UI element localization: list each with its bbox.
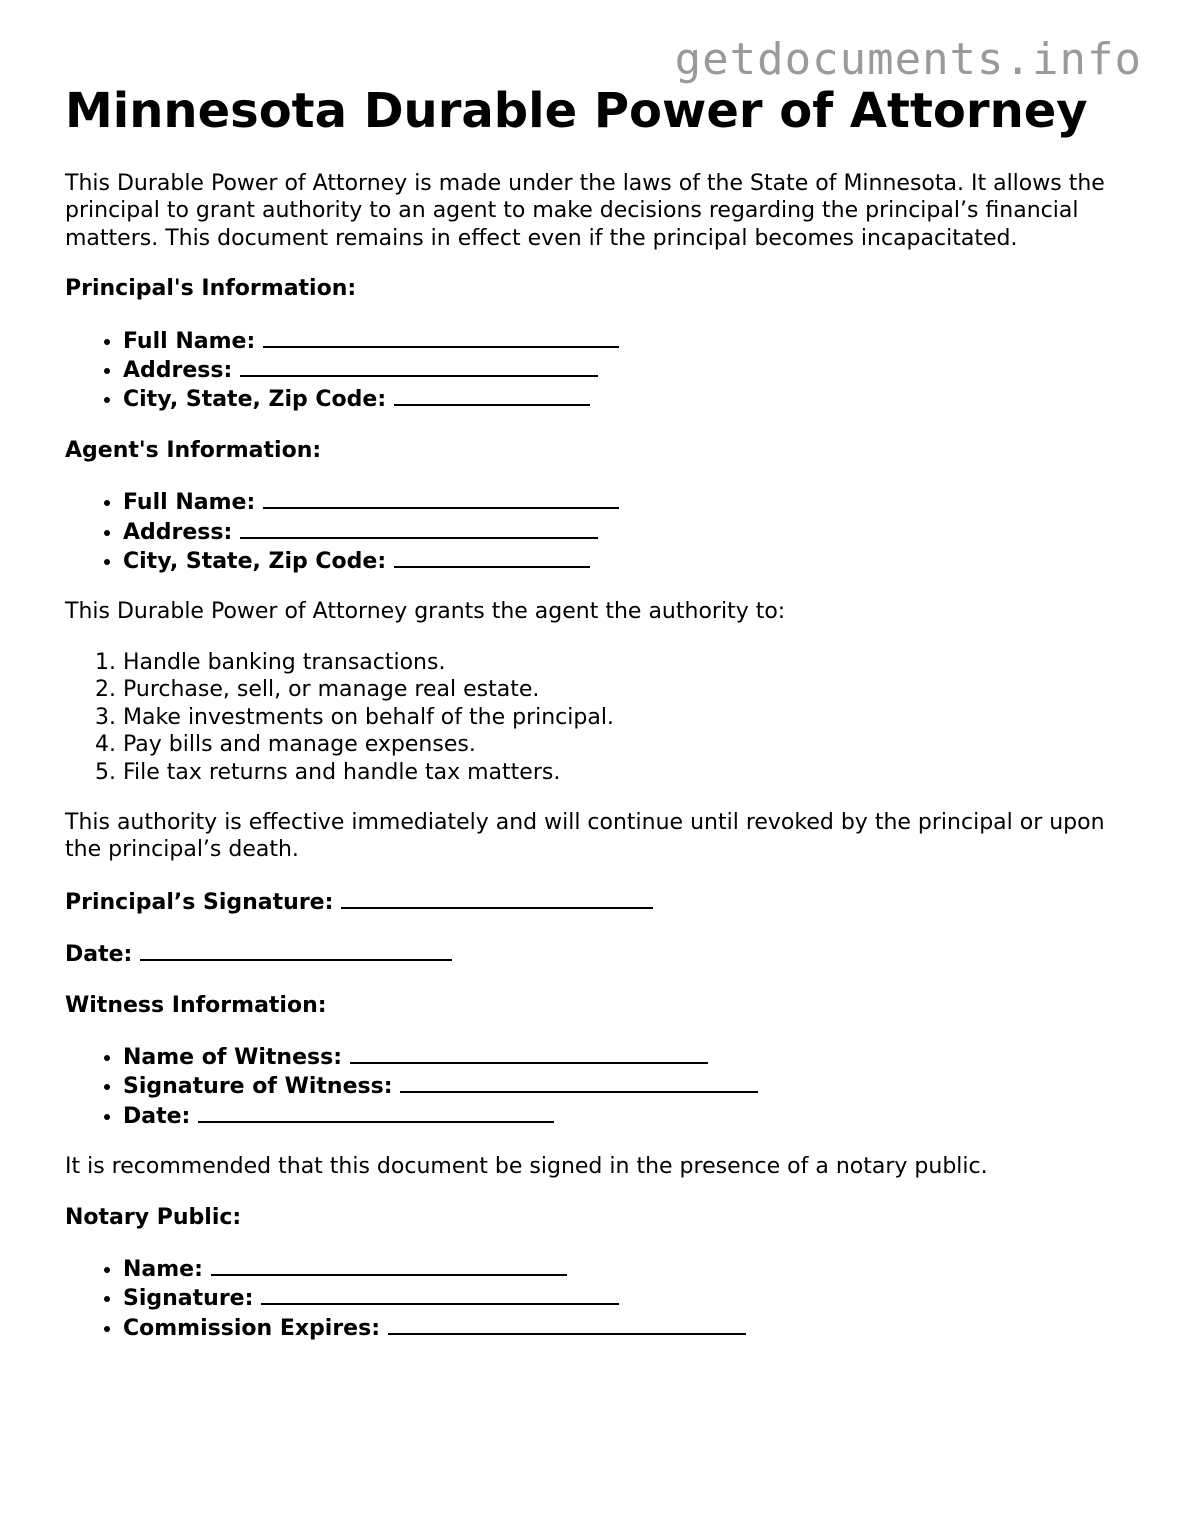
witness-date-field[interactable]: • Date:	[123, 1101, 1125, 1130]
agent-info-list	[65, 487, 1125, 575]
witness-info-heading: Witness Information:	[65, 992, 327, 1018]
agent-city-state-zip-field[interactable]: • City, State, Zip Code:	[123, 546, 1125, 575]
power-item: 2. Purchase, sell, or manage real estate.	[123, 676, 1125, 703]
notary-signature-field[interactable]: • Signature:	[123, 1283, 1125, 1312]
notary-recommendation: It is recommended that this document be signed in the presence of a notary public.	[65, 1154, 988, 1180]
witness-signature-field[interactable]: • Signature of Witness:	[123, 1071, 1125, 1100]
power-item: 4. Pay bills and manage expenses.	[123, 731, 1125, 758]
witness-info-list	[65, 1042, 1125, 1130]
effective-paragraph: This authority is effective immediately and will continue until revoked by the principal or upon the principal’s death.	[65, 809, 1105, 863]
agent-address-field[interactable]: • Address:	[123, 517, 1125, 546]
watermark: getdocuments.info	[674, 34, 1142, 85]
agent-info-heading: Agent's Information:	[65, 437, 322, 463]
principal-signature-field[interactable]: Principal’s Signature:	[65, 887, 1125, 916]
grants-intro: This Durable Power of Attorney grants the agent the authority to:	[65, 599, 786, 625]
witness-name-field[interactable]: • Name of Witness:	[123, 1042, 1125, 1071]
notary-heading: Notary Public:	[65, 1204, 242, 1230]
power-item: 1. Handle banking transactions.	[123, 649, 1125, 676]
notary-commission-expires-field[interactable]: • Commission Expires:	[123, 1313, 1125, 1342]
date-field[interactable]: Date:	[65, 939, 1125, 968]
notary-info-list	[65, 1254, 1125, 1342]
notary-name-field[interactable]: • Name:	[123, 1254, 1125, 1283]
agent-full-name-field[interactable]: • Full Name:	[123, 487, 1125, 516]
principal-address-field[interactable]: • Address:	[123, 355, 1125, 384]
document-page	[65, 82, 1125, 1342]
power-item: 3. Make investments on behalf of the principal.	[123, 704, 1125, 731]
power-item: 5. File tax returns and handle tax matters.	[123, 759, 1125, 786]
principal-info-list	[65, 326, 1125, 414]
intro-paragraph: This Durable Power of Attorney is made under the laws of the State of Minnesota. It allows the principal to grant authority to an agent to make decisions regarding the principal’s financial matters. This document remains in effect even if the principal becomes incapacitated.	[65, 171, 1105, 251]
powers-list	[65, 649, 1125, 786]
page-title: Minnesota Durable Power of Attorney	[65, 83, 1088, 139]
principal-full-name-field[interactable]: • Full Name:	[123, 326, 1125, 355]
principal-info-heading: Principal's Information:	[65, 276, 357, 302]
principal-city-state-zip-field[interactable]: • City, State, Zip Code:	[123, 384, 1125, 413]
